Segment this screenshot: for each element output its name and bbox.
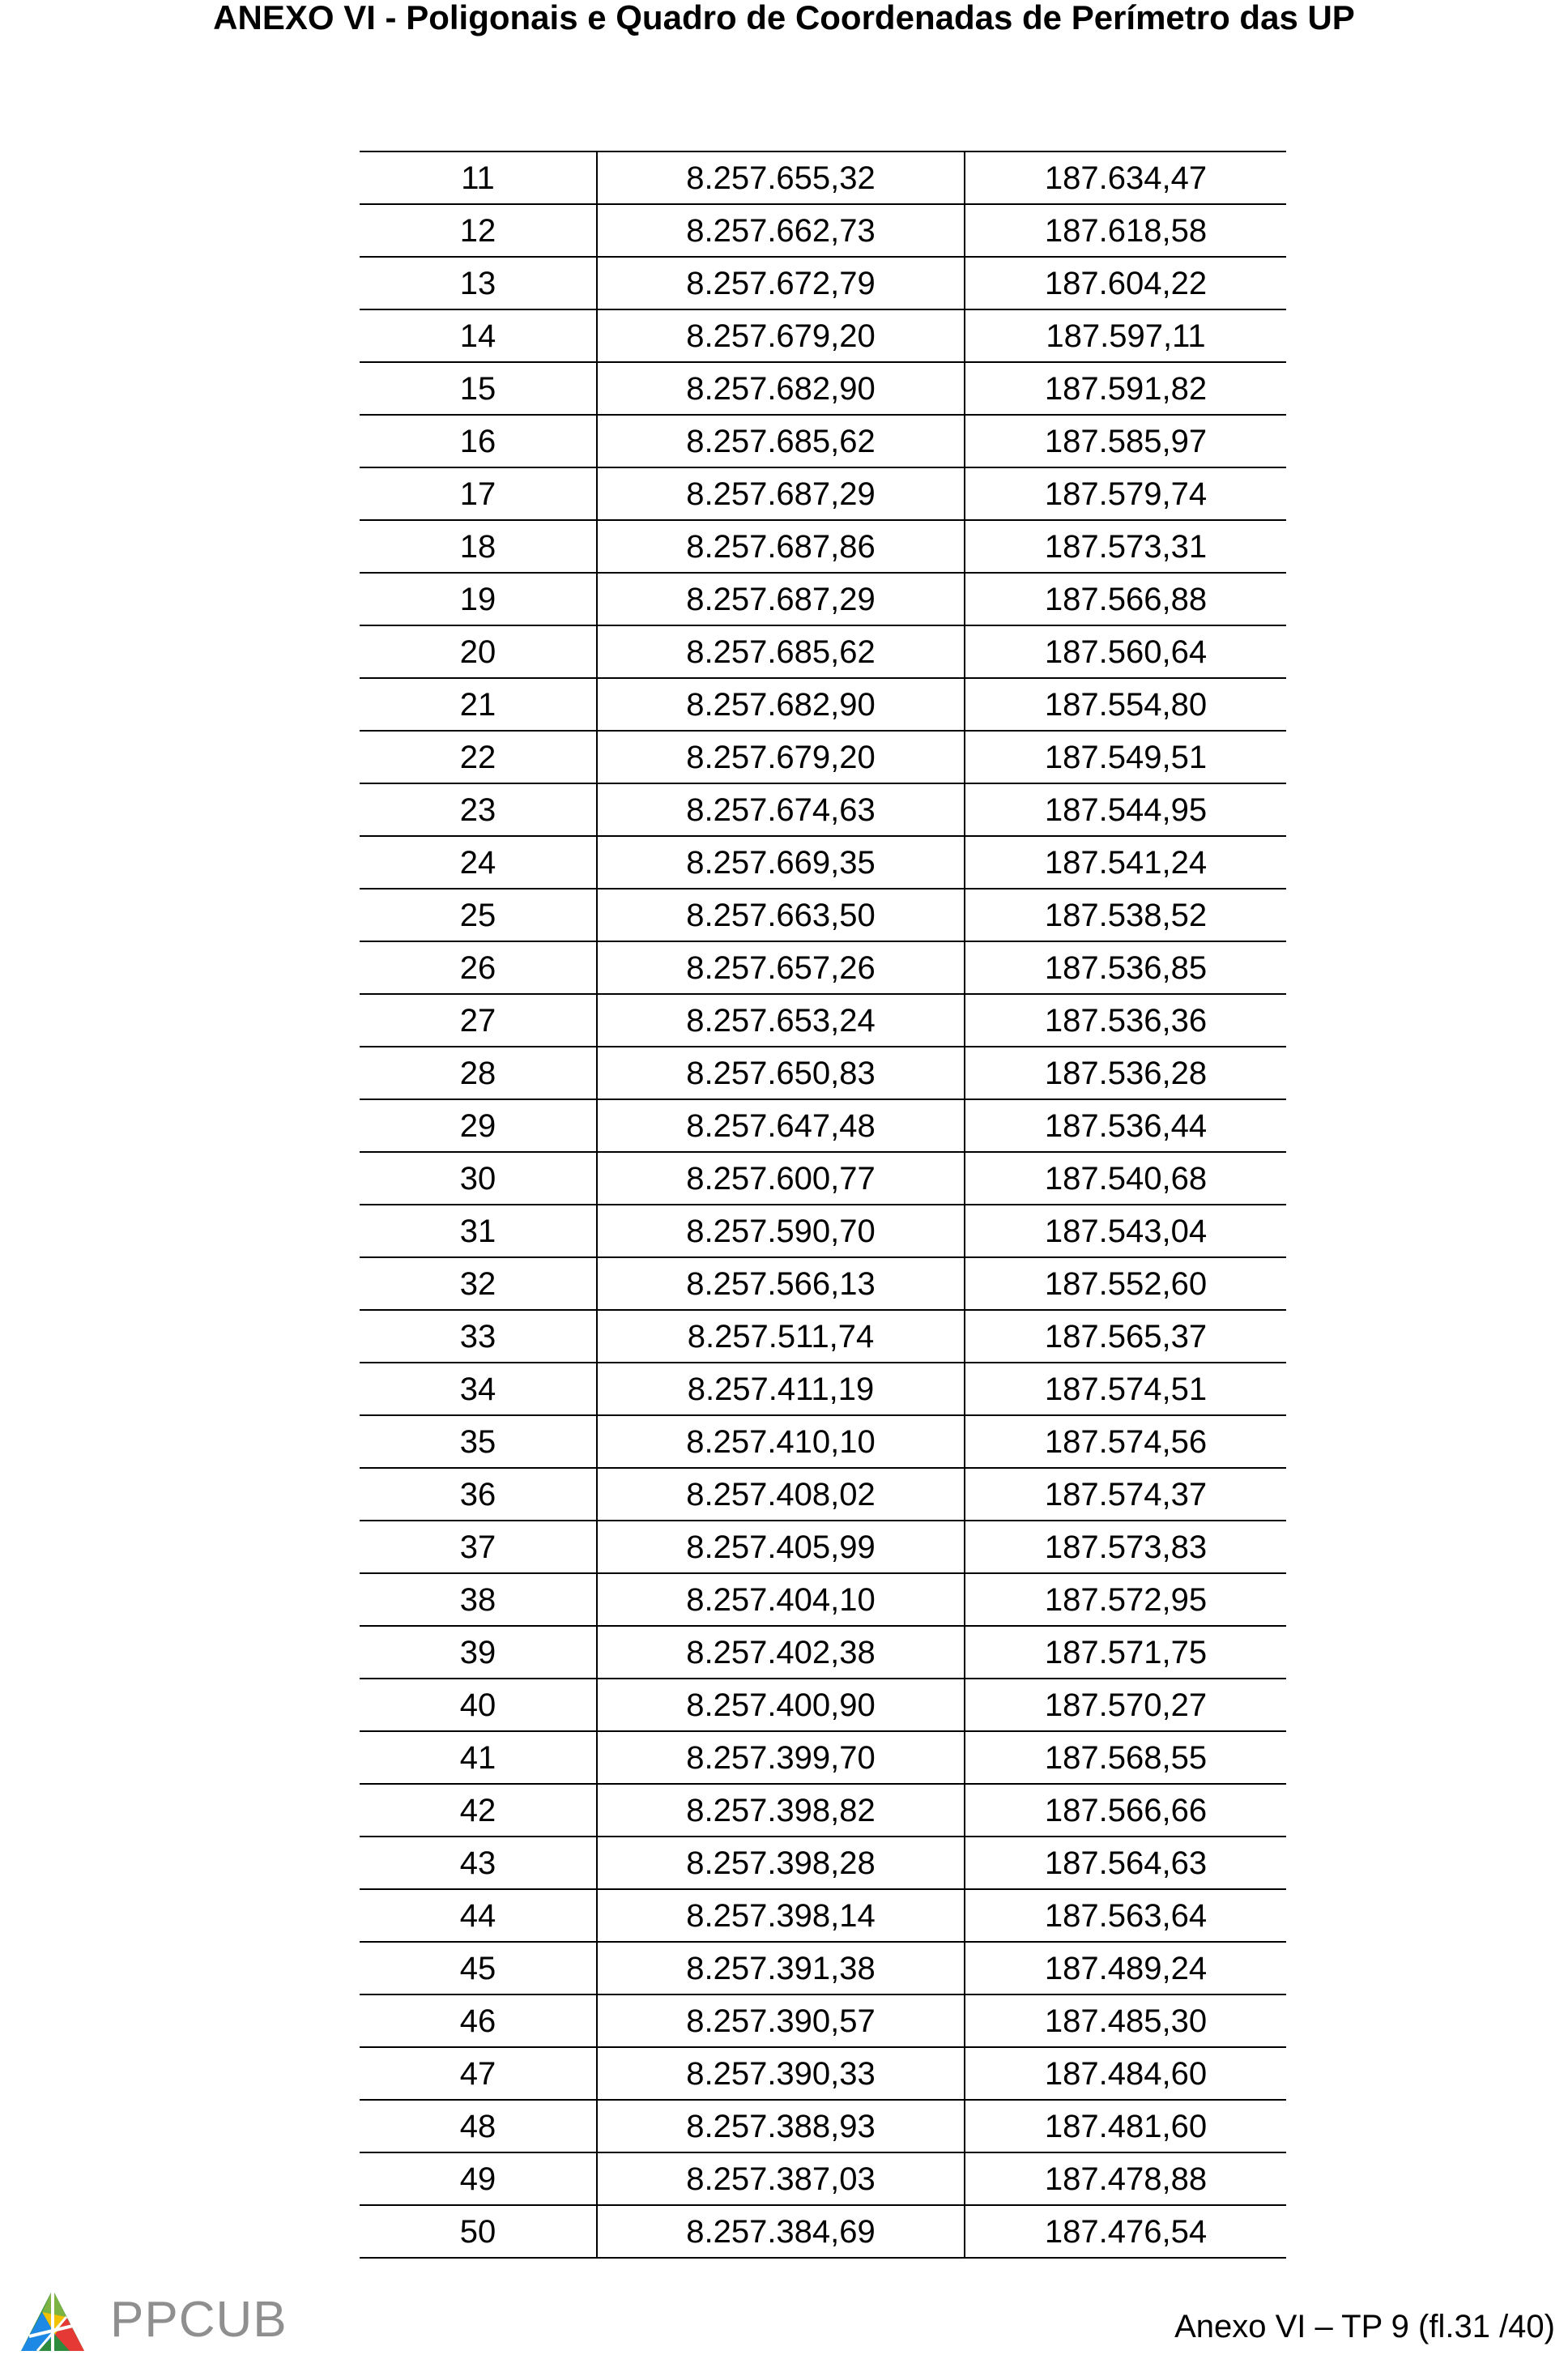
point-number-cell: 32 — [360, 1257, 597, 1310]
point-number-cell: 15 — [360, 362, 597, 415]
ppcub-logo-text: PPCUB — [110, 2292, 288, 2348]
north-coordinate-cell: 8.257.685,62 — [597, 625, 965, 678]
coordinates-table — [360, 151, 1286, 2259]
ppcub-logo — [19, 2285, 288, 2356]
point-number-cell: 13 — [360, 257, 597, 309]
east-coordinate-cell: 187.549,51 — [965, 731, 1286, 783]
east-coordinate-cell: 187.570,27 — [965, 1679, 1286, 1731]
east-coordinate-cell: 187.538,52 — [965, 889, 1286, 941]
table-row — [360, 2205, 1286, 2258]
point-number-cell: 29 — [360, 1099, 597, 1152]
point-number-cell: 14 — [360, 309, 597, 362]
point-number-cell: 12 — [360, 204, 597, 257]
north-coordinate-cell: 8.257.590,70 — [597, 1205, 965, 1257]
north-coordinate-cell: 8.257.647,48 — [597, 1099, 965, 1152]
east-coordinate-cell: 187.485,30 — [965, 1994, 1286, 2047]
north-coordinate-cell: 8.257.663,50 — [597, 889, 965, 941]
point-number-cell: 42 — [360, 1784, 597, 1837]
north-coordinate-cell: 8.257.387,03 — [597, 2152, 965, 2205]
north-coordinate-cell: 8.257.650,83 — [597, 1047, 965, 1099]
east-coordinate-cell: 187.618,58 — [965, 204, 1286, 257]
table-row — [360, 573, 1286, 625]
table-row — [360, 678, 1286, 731]
point-number-cell: 17 — [360, 467, 597, 520]
east-coordinate-cell: 187.574,56 — [965, 1415, 1286, 1468]
point-number-cell: 39 — [360, 1626, 597, 1679]
north-coordinate-cell: 8.257.669,35 — [597, 836, 965, 889]
point-number-cell: 22 — [360, 731, 597, 783]
point-number-cell: 31 — [360, 1205, 597, 1257]
point-number-cell: 11 — [360, 151, 597, 204]
point-number-cell: 23 — [360, 783, 597, 836]
north-coordinate-cell: 8.257.657,26 — [597, 941, 965, 994]
north-coordinate-cell: 8.257.398,14 — [597, 1889, 965, 1942]
east-coordinate-cell: 187.634,47 — [965, 151, 1286, 204]
point-number-cell: 30 — [360, 1152, 597, 1205]
north-coordinate-cell: 8.257.408,02 — [597, 1468, 965, 1521]
east-coordinate-cell: 187.489,24 — [965, 1942, 1286, 1994]
east-coordinate-cell: 187.572,95 — [965, 1573, 1286, 1626]
north-coordinate-cell: 8.257.390,57 — [597, 1994, 965, 2047]
table-row — [360, 1837, 1286, 1889]
east-coordinate-cell: 187.579,74 — [965, 467, 1286, 520]
table-row — [360, 1415, 1286, 1468]
point-number-cell: 18 — [360, 520, 597, 573]
point-number-cell: 26 — [360, 941, 597, 994]
table-row — [360, 1099, 1286, 1152]
point-number-cell: 35 — [360, 1415, 597, 1468]
point-number-cell: 37 — [360, 1521, 597, 1573]
east-coordinate-cell: 187.536,28 — [965, 1047, 1286, 1099]
table-row — [360, 2152, 1286, 2205]
table-row — [360, 1257, 1286, 1310]
table-row — [360, 1679, 1286, 1731]
north-coordinate-cell: 8.257.391,38 — [597, 1942, 965, 1994]
north-coordinate-cell: 8.257.653,24 — [597, 994, 965, 1047]
table-row — [360, 1310, 1286, 1363]
north-coordinate-cell: 8.257.687,29 — [597, 467, 965, 520]
point-number-cell: 45 — [360, 1942, 597, 1994]
point-number-cell: 41 — [360, 1731, 597, 1784]
table-row — [360, 783, 1286, 836]
ppcub-triangle-logo-icon — [19, 2288, 86, 2353]
east-coordinate-cell: 187.573,83 — [965, 1521, 1286, 1573]
east-coordinate-cell: 187.540,68 — [965, 1152, 1286, 1205]
east-coordinate-cell: 187.574,51 — [965, 1363, 1286, 1415]
east-coordinate-cell: 187.566,66 — [965, 1784, 1286, 1837]
north-coordinate-cell: 8.257.679,20 — [597, 731, 965, 783]
point-number-cell: 50 — [360, 2205, 597, 2258]
point-number-cell: 34 — [360, 1363, 597, 1415]
east-coordinate-cell: 187.552,60 — [965, 1257, 1286, 1310]
table-row — [360, 1047, 1286, 1099]
north-coordinate-cell: 8.257.404,10 — [597, 1573, 965, 1626]
table-row — [360, 2100, 1286, 2152]
north-coordinate-cell: 8.257.398,28 — [597, 1837, 965, 1889]
table-row — [360, 2047, 1286, 2100]
point-number-cell: 47 — [360, 2047, 597, 2100]
table-row — [360, 1205, 1286, 1257]
east-coordinate-cell: 187.536,36 — [965, 994, 1286, 1047]
north-coordinate-cell: 8.257.410,10 — [597, 1415, 965, 1468]
table-row — [360, 151, 1286, 204]
north-coordinate-cell: 8.257.384,69 — [597, 2205, 965, 2258]
point-number-cell: 21 — [360, 678, 597, 731]
point-number-cell: 19 — [360, 573, 597, 625]
table-row — [360, 836, 1286, 889]
table-row — [360, 204, 1286, 257]
north-coordinate-cell: 8.257.672,79 — [597, 257, 965, 309]
east-coordinate-cell: 187.541,24 — [965, 836, 1286, 889]
table-row — [360, 1942, 1286, 1994]
east-coordinate-cell: 187.543,04 — [965, 1205, 1286, 1257]
page-footer-label: Anexo VI – TP 9 (fl.31 /40) — [1174, 2309, 1555, 2344]
north-coordinate-cell: 8.257.685,62 — [597, 415, 965, 467]
north-coordinate-cell: 8.257.687,29 — [597, 573, 965, 625]
north-coordinate-cell: 8.257.411,19 — [597, 1363, 965, 1415]
point-number-cell: 25 — [360, 889, 597, 941]
north-coordinate-cell: 8.257.687,86 — [597, 520, 965, 573]
table-row — [360, 362, 1286, 415]
east-coordinate-cell: 187.484,60 — [965, 2047, 1286, 2100]
north-coordinate-cell: 8.257.405,99 — [597, 1521, 965, 1573]
table-row — [360, 1152, 1286, 1205]
table-row — [360, 1363, 1286, 1415]
east-coordinate-cell: 187.536,85 — [965, 941, 1286, 994]
east-coordinate-cell: 187.597,11 — [965, 309, 1286, 362]
east-coordinate-cell: 187.564,63 — [965, 1837, 1286, 1889]
north-coordinate-cell: 8.257.674,63 — [597, 783, 965, 836]
east-coordinate-cell: 187.476,54 — [965, 2205, 1286, 2258]
north-coordinate-cell: 8.257.682,90 — [597, 362, 965, 415]
table-row — [360, 415, 1286, 467]
north-coordinate-cell: 8.257.402,38 — [597, 1626, 965, 1679]
table-row — [360, 1994, 1286, 2047]
table-row — [360, 1889, 1286, 1942]
east-coordinate-cell: 187.560,64 — [965, 625, 1286, 678]
east-coordinate-cell: 187.565,37 — [965, 1310, 1286, 1363]
table-row — [360, 1784, 1286, 1837]
east-coordinate-cell: 187.563,64 — [965, 1889, 1286, 1942]
point-number-cell: 38 — [360, 1573, 597, 1626]
table-row — [360, 520, 1286, 573]
north-coordinate-cell: 8.257.600,77 — [597, 1152, 965, 1205]
north-coordinate-cell: 8.257.398,82 — [597, 1784, 965, 1837]
point-number-cell: 43 — [360, 1837, 597, 1889]
east-coordinate-cell: 187.566,88 — [965, 573, 1286, 625]
east-coordinate-cell: 187.478,88 — [965, 2152, 1286, 2205]
point-number-cell: 48 — [360, 2100, 597, 2152]
east-coordinate-cell: 187.568,55 — [965, 1731, 1286, 1784]
table-row — [360, 941, 1286, 994]
point-number-cell: 20 — [360, 625, 597, 678]
north-coordinate-cell: 8.257.511,74 — [597, 1310, 965, 1363]
east-coordinate-cell: 187.536,44 — [965, 1099, 1286, 1152]
point-number-cell: 40 — [360, 1679, 597, 1731]
table-row — [360, 1573, 1286, 1626]
table-row — [360, 1731, 1286, 1784]
table-row — [360, 1468, 1286, 1521]
table-row — [360, 994, 1286, 1047]
table-row — [360, 1626, 1286, 1679]
east-coordinate-cell: 187.573,31 — [965, 520, 1286, 573]
coordinates-table-body — [360, 151, 1286, 2258]
table-row — [360, 731, 1286, 783]
page-title: ANEXO VI - Poligonais e Quadro de Coordenadas de Perímetro das UP — [213, 0, 1355, 36]
table-row — [360, 889, 1286, 941]
east-coordinate-cell: 187.574,37 — [965, 1468, 1286, 1521]
table-row — [360, 467, 1286, 520]
north-coordinate-cell: 8.257.390,33 — [597, 2047, 965, 2100]
table-row — [360, 625, 1286, 678]
point-number-cell: 44 — [360, 1889, 597, 1942]
north-coordinate-cell: 8.257.566,13 — [597, 1257, 965, 1310]
point-number-cell: 33 — [360, 1310, 597, 1363]
east-coordinate-cell: 187.481,60 — [965, 2100, 1286, 2152]
north-coordinate-cell: 8.257.655,32 — [597, 151, 965, 204]
point-number-cell: 46 — [360, 1994, 597, 2047]
east-coordinate-cell: 187.591,82 — [965, 362, 1286, 415]
east-coordinate-cell: 187.604,22 — [965, 257, 1286, 309]
north-coordinate-cell: 8.257.682,90 — [597, 678, 965, 731]
point-number-cell: 27 — [360, 994, 597, 1047]
east-coordinate-cell: 187.571,75 — [965, 1626, 1286, 1679]
point-number-cell: 28 — [360, 1047, 597, 1099]
east-coordinate-cell: 187.544,95 — [965, 783, 1286, 836]
table-row — [360, 1521, 1286, 1573]
table-row — [360, 309, 1286, 362]
point-number-cell: 36 — [360, 1468, 597, 1521]
point-number-cell: 16 — [360, 415, 597, 467]
east-coordinate-cell: 187.554,80 — [965, 678, 1286, 731]
point-number-cell: 24 — [360, 836, 597, 889]
north-coordinate-cell: 8.257.399,70 — [597, 1731, 965, 1784]
north-coordinate-cell: 8.257.388,93 — [597, 2100, 965, 2152]
table-row — [360, 257, 1286, 309]
point-number-cell: 49 — [360, 2152, 597, 2205]
north-coordinate-cell: 8.257.662,73 — [597, 204, 965, 257]
east-coordinate-cell: 187.585,97 — [965, 415, 1286, 467]
north-coordinate-cell: 8.257.400,90 — [597, 1679, 965, 1731]
north-coordinate-cell: 8.257.679,20 — [597, 309, 965, 362]
